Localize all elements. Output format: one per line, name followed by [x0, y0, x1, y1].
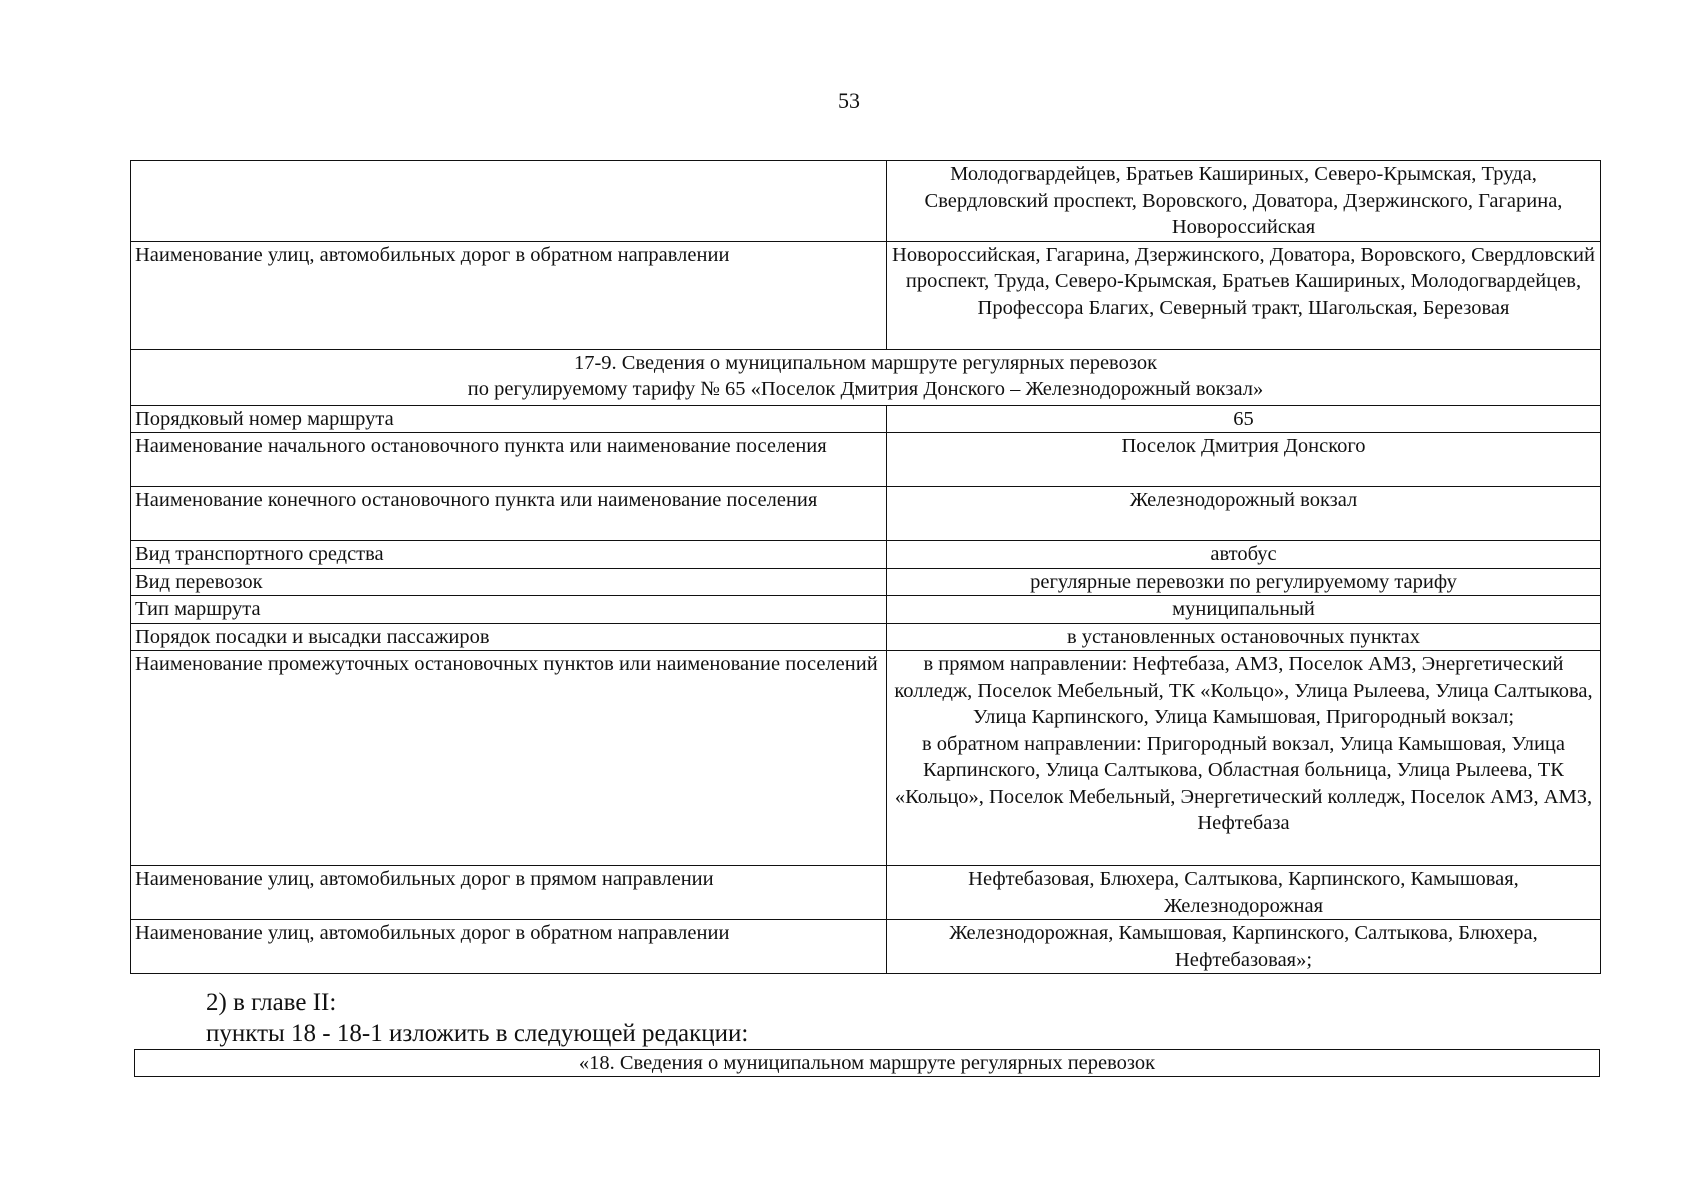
row-value: Железнодорожный вокзал — [887, 487, 1601, 541]
row-label: Наименование конечного остановочного пункта или наименование поселения — [131, 487, 887, 541]
row-label: Тип маршрута — [131, 596, 887, 624]
table-row — [131, 541, 1601, 569]
row-label: Вид перевозок — [131, 568, 887, 596]
table-row — [131, 866, 1601, 920]
row-label: Наименование промежуточных остановочных пунктов или наименование поселений — [131, 651, 887, 866]
row-value: регулярные перевозки по регулируемому тарифу — [887, 568, 1601, 596]
chapter-note: 2) в главе II: — [206, 989, 337, 1016]
row-value: Новороссийская, Гагарина, Дзержинского, Доватора, Воровского, Свердловский проспект, Труда, Северо-Крымская, Братьев Кашириных, Молодогвардейцев, Профессора Благих, Северный тракт, Шагольская, Березовая — [887, 241, 1601, 349]
row-label: Вид транспортного средства — [131, 541, 887, 569]
row-label: Наименование улиц, автомобильных дорог в прямом направлении — [131, 866, 887, 920]
table-row — [131, 405, 1601, 433]
row-value: Железнодорожная, Камышовая, Карпинского, Салтыкова, Блюхера, Нефтебазовая»; — [887, 920, 1601, 974]
table-row — [131, 568, 1601, 596]
row-label — [131, 161, 887, 242]
table-row — [131, 920, 1601, 974]
table-row — [131, 161, 1601, 242]
row-value: Молодогвардейцев, Братьев Кашириных, Северо-Крымская, Труда, Свердловский проспект, Воровского, Доватора, Дзержинского, Гагарина, Новороссийская — [887, 161, 1601, 242]
section-heading-row — [131, 349, 1601, 405]
row-value: Нефтебазовая, Блюхера, Салтыкова, Карпинского, Камышовая, Железнодорожная — [887, 866, 1601, 920]
route-table — [130, 160, 1601, 974]
row-label: Наименование начального остановочного пункта или наименование поселения — [131, 433, 887, 487]
row-label: Порядок посадки и высадки пассажиров — [131, 623, 887, 651]
next-section-heading: «18. Сведения о муниципальном маршруте регулярных перевозок — [134, 1049, 1600, 1077]
row-value: Поселок Дмитрия Донского — [887, 433, 1601, 487]
row-value — [887, 651, 1601, 866]
page-number: 53 — [838, 88, 860, 113]
table-row — [131, 241, 1601, 349]
section-heading-line1: 17-9. Сведения о муниципальном маршруте регулярных перевозок — [573, 351, 1158, 374]
section-heading — [131, 349, 1601, 405]
forward-stops: в прямом направлении: Нефтебаза, АМЗ, Поселок АМЗ, Энергетический колледж, Поселок Мебельный, ТК «Кольцо», Улица Рылеева, Улица Салтыкова, Улица Карпинского, Улица Камышовая, Пригородный вокзал; — [894, 653, 1593, 728]
table-row — [131, 487, 1601, 541]
row-label: Порядковый номер маршрута — [131, 405, 887, 433]
row-value: 65 — [887, 405, 1601, 433]
table-row — [131, 623, 1601, 651]
backward-stops: в обратном направлении: Пригородный вокзал, Улица Камышовая, Улица Карпинского, Улица Салтыкова, Областная больница, Улица Рылеева, ТК «Кольцо», Поселок Мебельный, Энергетический колледж, Поселок АМЗ, АМЗ, Нефтебаза — [894, 732, 1593, 834]
section-heading-line2: по регулируемому тарифу № 65 «Поселок Дмитрия Донского – Железнодорожный вокзал» — [467, 378, 1264, 400]
row-label: Наименование улиц, автомобильных дорог в обратном направлении — [131, 920, 887, 974]
row-value: муниципальный — [887, 596, 1601, 624]
row-label: Наименование улиц, автомобильных дорог в обратном направлении — [131, 241, 887, 349]
table-row — [131, 651, 1601, 866]
table-row — [131, 596, 1601, 624]
row-value: автобус — [887, 541, 1601, 569]
edit-instruction: пункты 18 - 18-1 изложить в следующей редакции: — [206, 1020, 749, 1047]
row-value: в установленных остановочных пунктах — [887, 623, 1601, 651]
table-row — [131, 433, 1601, 487]
